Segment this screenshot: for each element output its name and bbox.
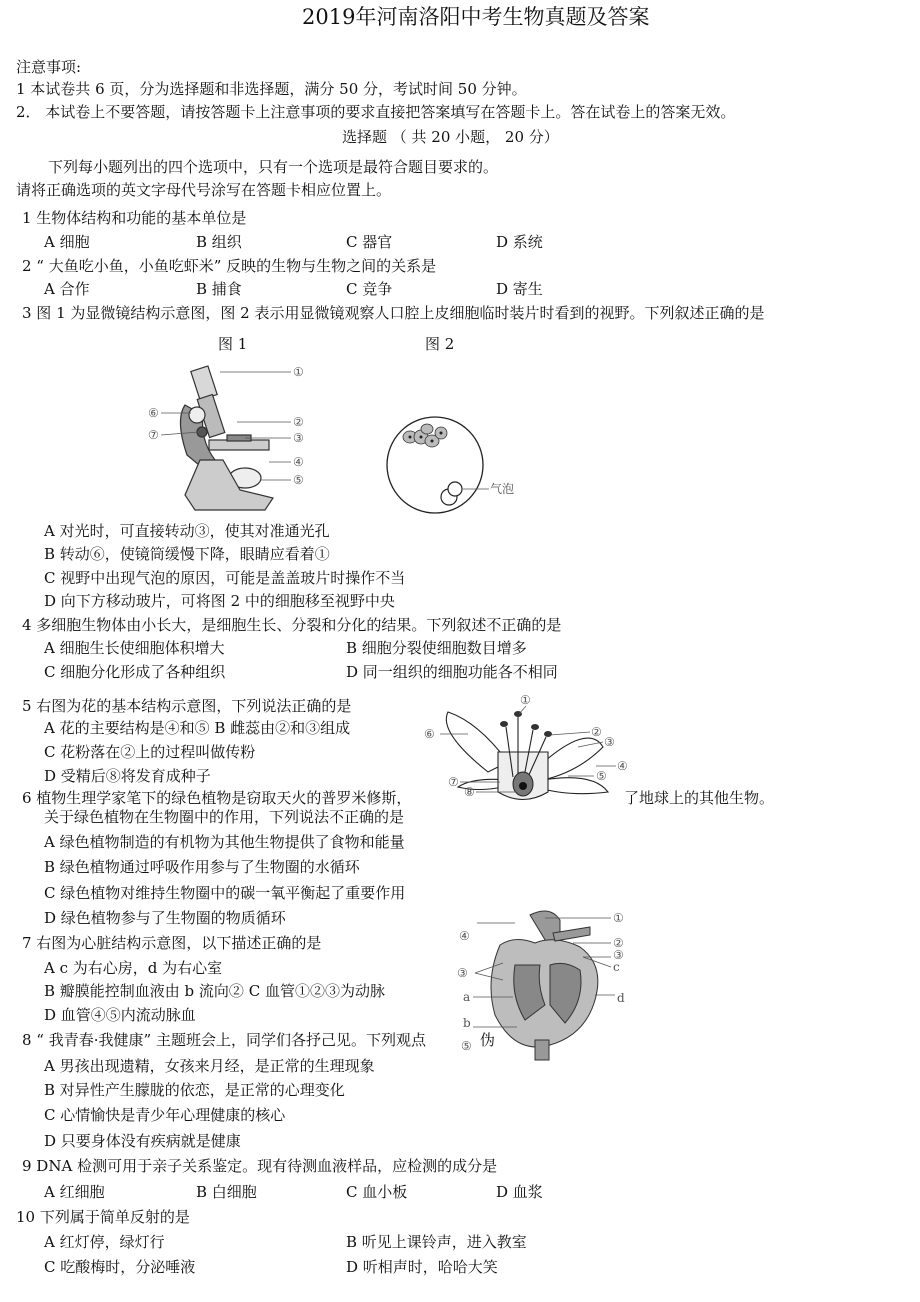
q3-option-d: D 向下方移动玻片，可将图 2 中的细胞移至视野中央 <box>44 592 395 610</box>
fig1-label-5: ⑤ <box>293 473 304 487</box>
q9-option-d: D 血浆 <box>496 1183 543 1201</box>
q7-option-d: D 血管④⑤内流动脉血 <box>44 1006 196 1024</box>
fig1-label-3: ③ <box>293 431 304 445</box>
q10-option-b: B 听见上课铃声，进入教室 <box>346 1233 527 1251</box>
q4-option-a: A 细胞生长使细胞体积增大 <box>44 639 225 657</box>
section-heading: 选择题 （ 共 20 小题， 20 分） <box>342 128 559 146</box>
q10-option-d: D 听相声时，哈哈大笑 <box>346 1258 498 1276</box>
flower-label-8: ⑧ <box>464 785 475 799</box>
q6-option-a: A 绿色植物制造的有机物为其他生物提供了食物和能量 <box>44 833 405 851</box>
q1-option-a: A 细胞 <box>44 233 90 251</box>
microscope-diagram <box>145 360 315 515</box>
microscope-field-of-view <box>385 415 525 520</box>
heart-label-5: ⑤ <box>461 1039 472 1053</box>
bubble-label: 气泡 <box>490 482 515 496</box>
q2-option-d: D 寄生 <box>496 280 543 298</box>
section-intro-2: 请将正确选项的英文字母代号涂写在答题卡相应位置上。 <box>16 181 392 199</box>
figure-2-caption: 图 2 <box>425 335 455 353</box>
q7-stem: 7 右图为心脏结构示意图，以下描述正确的是 <box>22 934 322 952</box>
figure-1-caption: 图 1 <box>218 335 248 353</box>
q8-option-d: D 只要身体没有疾病就是健康 <box>44 1132 241 1150</box>
q2-option-b: B 捕食 <box>196 280 242 298</box>
q8-option-b: B 对异性产生朦胧的依恋，是正常的心理变化 <box>44 1081 345 1099</box>
q2-option-a: A 合作 <box>44 280 90 298</box>
q2-option-c: C 竞争 <box>346 280 393 298</box>
q6-stem-1-tail: 了地球上的其他生物。 <box>624 789 775 807</box>
q1-option-d: D 系统 <box>496 233 543 251</box>
q1-stem: 1 生物体结构和功能的基本单位是 <box>22 209 247 227</box>
q10-option-a: A 红灯停，绿灯行 <box>44 1233 165 1251</box>
q8-stem-tail: 伪 <box>480 1031 496 1049</box>
q3-option-c: C 视野中出现气泡的原因，可能是盖盖玻片时操作不当 <box>44 569 406 587</box>
heart-label-4: ④ <box>459 929 470 943</box>
q5-option-a: A 花的主要结构是④和⑤ B 雌蕊由②和③组成 <box>44 719 351 737</box>
flower-label-3: ③ <box>604 735 615 749</box>
fig1-label-1: ① <box>293 365 304 379</box>
heart-label-3b: ③ <box>613 948 624 962</box>
q7-option-a: A c 为右心房，d 为右心室 <box>44 959 223 977</box>
q8-stem: 8 “ 我青春·我健康” 主题班会上，同学们各抒己见。下列观点 <box>22 1031 426 1049</box>
page-title: 2019年河南洛阳中考生物真题及答案 <box>302 5 650 29</box>
heart-label-a: a <box>463 990 471 1004</box>
flower-diagram <box>418 692 633 812</box>
fig1-label-2: ② <box>293 415 304 429</box>
note-2: 2． 本试卷上不要答题，请按答题卡上注意事项的要求直接把答案填写在答题卡上。答在试卷上的答案无效。 <box>16 103 736 121</box>
q9-option-c: C 血小板 <box>346 1183 408 1201</box>
q3-option-b: B 转动⑥，使镜筒缓慢下降，眼睛应看着① <box>44 545 330 563</box>
flower-label-5: ⑤ <box>596 769 607 783</box>
flower-label-6: ⑥ <box>424 727 435 741</box>
q5-option-c: C 花粉落在②上的过程叫做传粉 <box>44 743 256 761</box>
heart-label-c: c <box>613 960 620 974</box>
q9-option-a: A 红细胞 <box>44 1183 105 1201</box>
q1-option-c: C 器官 <box>346 233 393 251</box>
q6-option-b: B 绿色植物通过呼吸作用参与了生物圈的水循环 <box>44 858 360 876</box>
q5-stem: 5 右图为花的基本结构示意图，下列说法正确的是 <box>22 697 352 715</box>
heart-label-1: ① <box>613 911 624 925</box>
q6-stem-2: 关于绿色植物在生物圈中的作用，下列说法不正确的是 <box>44 808 405 826</box>
heart-label-b: b <box>463 1016 471 1030</box>
q8-option-c: C 心情愉快是青少年心理健康的核心 <box>44 1106 286 1124</box>
q6-option-c: C 绿色植物对维持生物圈中的碳一氧平衡起了重要作用 <box>44 884 406 902</box>
q4-option-c: C 细胞分化形成了各种组织 <box>44 663 226 681</box>
heart-label-2: ② <box>613 936 624 950</box>
q4-option-b: B 细胞分裂使细胞数目增多 <box>346 639 527 657</box>
section-intro-1: 下列每小题列出的四个选项中，只有一个选项是最符合题目要求的。 <box>48 158 499 176</box>
flower-label-2: ② <box>591 725 602 739</box>
flower-label-1: ① <box>520 693 531 707</box>
heart-label-3: ③ <box>457 966 468 980</box>
q7-option-b: B 瓣膜能控制血液由 b 流向② C 血管①②③为动脉 <box>44 982 385 1000</box>
fig1-label-7: ⑦ <box>148 428 159 442</box>
q10-stem: 10 下列属于简单反射的是 <box>16 1208 190 1226</box>
fig1-label-4: ④ <box>293 455 304 469</box>
q4-stem: 4 多细胞生物体由小长大，是细胞生长、分裂和分化的结果。下列叙述不正确的是 <box>22 616 562 634</box>
flower-label-7: ⑦ <box>448 775 459 789</box>
q3-option-a: A 对光时，可直接转动③，使其对准通光孔 <box>44 522 330 540</box>
q4-option-d: D 同一组织的细胞功能各不相同 <box>346 663 558 681</box>
q6-option-d: D 绿色植物参与了生物圈的物质循环 <box>44 909 286 927</box>
q9-stem: 9 DNA 检测可用于亲子关系鉴定。现有待测血液样品，应检测的成分是 <box>22 1157 498 1175</box>
q2-stem: 2 “ 大鱼吃小鱼，小鱼吃虾米” 反映的生物与生物之间的关系是 <box>22 257 437 275</box>
heart-label-d: d <box>617 991 625 1005</box>
note-1: 1 本试卷共 6 页，分为选择题和非选择题，满分 50 分，考试时间 50 分钟。 <box>16 80 527 98</box>
q10-option-c: C 吃酸梅时，分泌唾液 <box>44 1258 196 1276</box>
q3-stem: 3 图 1 为显微镜结构示意图，图 2 表示用显微镜观察人口腔上皮细胞临时装片时看到的视野。下列叙述正确的是 <box>22 304 765 322</box>
q6-stem-1: 6 植物生理学家笔下的绿色植物是窃取天火的普罗米修斯， <box>22 789 412 807</box>
q9-option-b: B 白细胞 <box>196 1183 257 1201</box>
flower-label-4: ④ <box>617 759 628 773</box>
q1-option-b: B 组织 <box>196 233 242 251</box>
q5-option-d: D 受精后⑧将发育成种子 <box>44 767 211 785</box>
fig1-label-6: ⑥ <box>148 406 159 420</box>
notes-heading: 注意事项: <box>16 58 82 76</box>
q8-option-a: A 男孩出现遗精，女孩来月经，是正常的生理现象 <box>44 1057 375 1075</box>
